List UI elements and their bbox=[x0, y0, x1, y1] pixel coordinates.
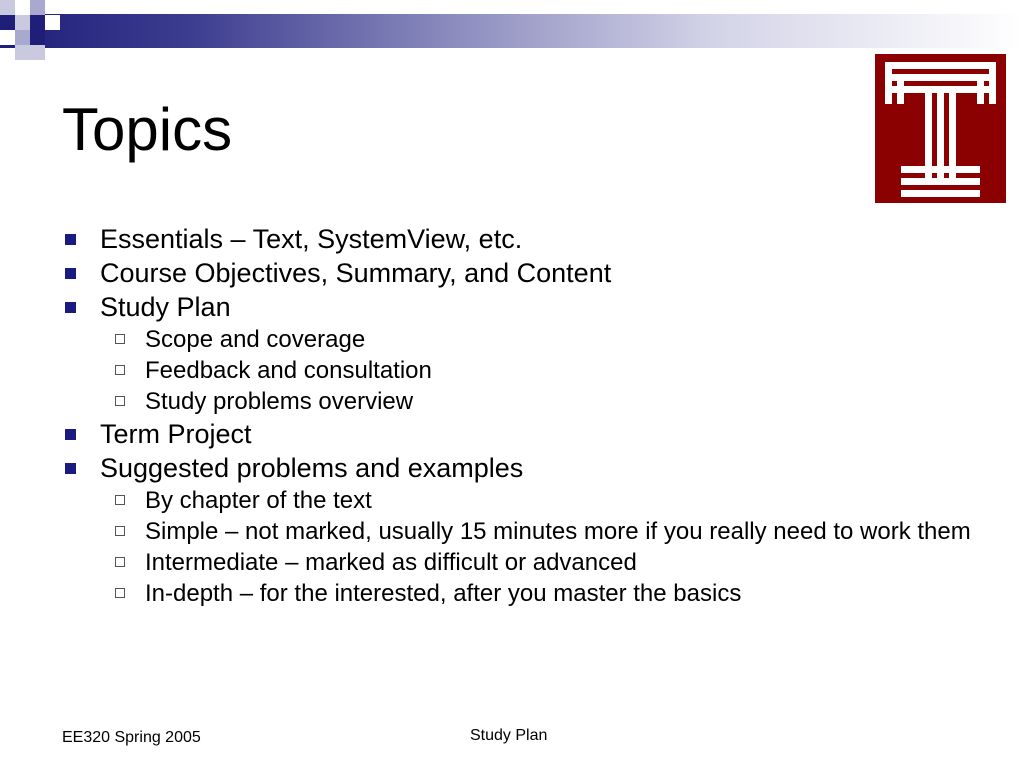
bullet-item bbox=[60, 290, 990, 324]
hollow-square-bullet-icon bbox=[115, 365, 125, 375]
bullet-text: In-depth – for the interested, after you master the basics bbox=[145, 580, 742, 607]
footer-slide-label: Study Plan bbox=[470, 727, 548, 744]
bullet-text: Scope and coverage bbox=[145, 326, 366, 353]
sub-bullet-item bbox=[60, 547, 990, 578]
bullet-text: Term Project bbox=[100, 419, 252, 449]
bullet-text: Course Objectives, Summary, and Content bbox=[100, 258, 612, 288]
sub-bullet-item bbox=[60, 324, 990, 355]
hollow-square-bullet-icon bbox=[115, 557, 125, 567]
bullet-item bbox=[60, 222, 990, 256]
slide-title: Topics bbox=[62, 96, 233, 163]
bullet-item bbox=[60, 451, 990, 485]
hollow-square-bullet-icon bbox=[115, 334, 125, 344]
hollow-square-bullet-icon bbox=[115, 495, 125, 505]
header-gradient-band bbox=[0, 14, 1024, 48]
footer-course-label: EE320 Spring 2005 bbox=[62, 729, 201, 746]
bullet-text: By chapter of the text bbox=[145, 487, 372, 514]
square-bullet-icon bbox=[65, 429, 76, 440]
sub-bullet-item bbox=[60, 578, 990, 609]
bullet-text: Essentials – Text, SystemView, etc. bbox=[100, 224, 523, 254]
bullet-text: Feedback and consultation bbox=[145, 357, 432, 384]
bullet-item bbox=[60, 256, 990, 290]
sub-bullet-item bbox=[60, 355, 990, 386]
square-bullet-icon bbox=[65, 463, 76, 474]
hollow-square-bullet-icon bbox=[115, 526, 125, 536]
bullet-text: Intermediate – marked as difficult or advanced bbox=[145, 549, 637, 576]
hollow-square-bullet-icon bbox=[115, 396, 125, 406]
sub-bullet-item bbox=[60, 485, 990, 516]
bullet-text: Suggested problems and examples bbox=[100, 453, 524, 483]
square-bullet-icon bbox=[65, 234, 76, 245]
bullet-text: Study problems overview bbox=[145, 388, 414, 415]
sub-bullet-item bbox=[60, 516, 990, 547]
sub-bullet-item bbox=[60, 386, 990, 417]
bullet-list bbox=[60, 222, 990, 609]
bullet-item bbox=[60, 417, 990, 451]
square-bullet-icon bbox=[65, 268, 76, 279]
square-bullet-icon bbox=[65, 302, 76, 313]
bullet-text: Simple – not marked, usually 15 minutes more if you really need to work them bbox=[145, 518, 971, 545]
hollow-square-bullet-icon bbox=[115, 588, 125, 598]
bullet-text: Study Plan bbox=[100, 292, 231, 322]
temple-t-logo bbox=[875, 54, 1006, 203]
